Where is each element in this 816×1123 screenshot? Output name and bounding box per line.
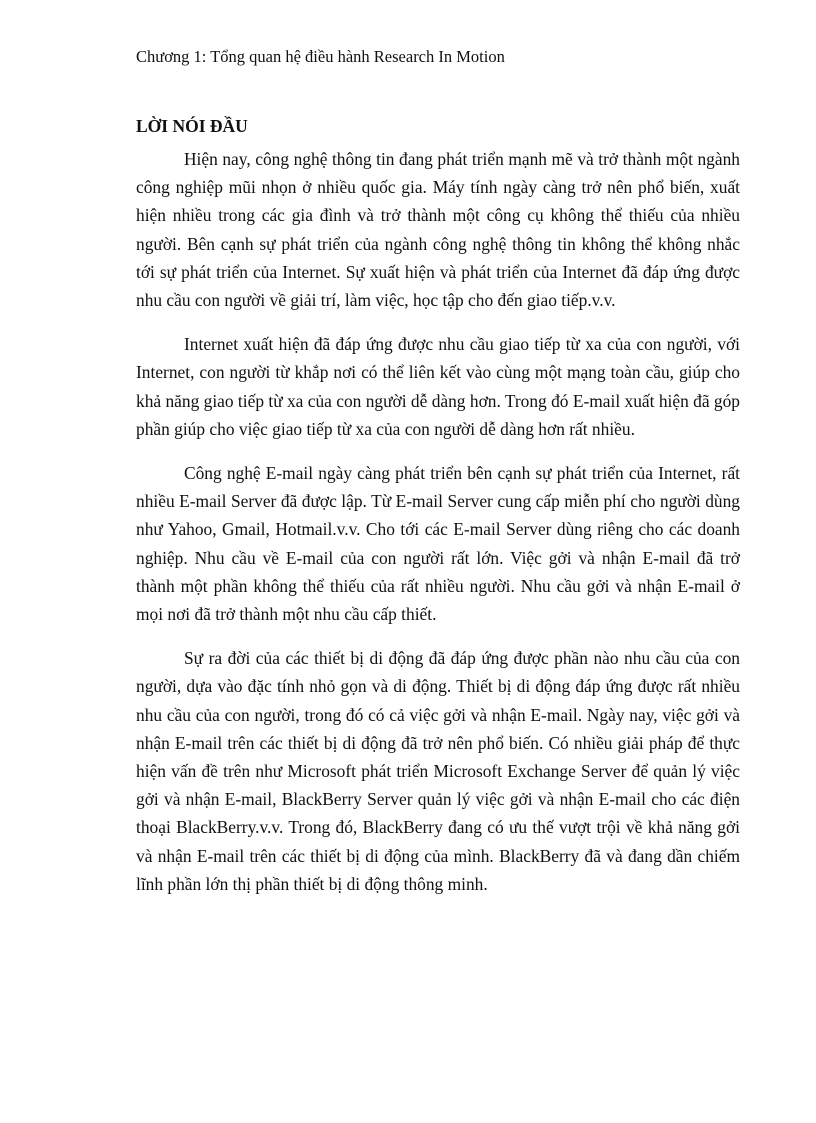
chapter-header: Chương 1: Tổng quan hệ điều hành Research In Motion [136, 47, 505, 66]
section-title: LỜI NÓI ĐẦU [136, 116, 248, 136]
paragraph-1: Hiện nay, công nghệ thông tin đang phát triển mạnh mẽ và trở thành một ngành công nghiệp mũi nhọn ở nhiều quốc gia. Máy tính ngày càng trở nên phổ biến, xuất hiện nhiều trong các gia đình và trở thành một công cụ không thể thiếu của nhiều người. Bên cạnh sự phát triển của ngành công nghệ thông tin không thể không nhắc tới sự phát triển của Internet. Sự xuất hiện và phát triển của Internet đã đáp ứng được nhu cầu con người về giải trí, làm việc, học tập cho đến giao tiếp.v.v. [136, 149, 740, 311]
paragraph-3: Công nghệ E-mail ngày càng phát triển bên cạnh sự phát triển của Internet, rất nhiều E-mail Server đã được lập. Từ E-mail Server cung cấp miễn phí cho người dùng như Yahoo, Gmail, Hotmail.v.v. Cho tới các E-mail Server dùng riêng cho các doanh nghiệp. Nhu cầu về E-mail của con người rất lớn. Việc gởi và nhận E-mail đã trở thành một phần không thể thiếu của rất nhiều người. Nhu cầu gởi và nhận E-mail ở mọi nơi đã trở thành một nhu cầu cấp thiết. [136, 463, 740, 625]
paragraph-4: Sự ra đời của các thiết bị di động đã đáp ứng được phần nào nhu cầu của con người, dựa vào đặc tính nhỏ gọn và di động. Thiết bị di động đáp ứng được rất nhiều nhu cầu của con người, trong đó có cả việc gởi và nhận E-mail. Ngày nay, việc gởi và nhận E-mail trên các thiết bị di động đã trở nên phổ biến. Có nhiều giải pháp để thực hiện vấn đề trên như Microsoft phát triển Microsoft Exchange Server để quản lý việc gởi và nhận E-mail, BlackBerry Server quản lý việc gởi và nhận E-mail cho các điện thoại BlackBerry.v.v. Trong đó, BlackBerry đang có ưu thế vượt trội về khả năng gởi và nhận E-mail trên các thiết bị di động của mình. BlackBerry đã và đang dần chiếm lĩnh phần lớn thị phần thiết bị di động thông minh. [136, 648, 740, 894]
paragraph-2: Internet xuất hiện đã đáp ứng được nhu cầu giao tiếp từ xa của con người, với Internet, con người từ khắp nơi có thể liên kết vào cùng một mạng toàn cầu, giúp cho khả năng giao tiếp từ xa của con người dễ dàng hơn. Trong đó E-mail xuất hiện đã góp phần giúp cho việc giao tiếp từ xa của con người dễ dàng hơn rất nhiều. [136, 334, 740, 439]
section-body [136, 145, 740, 914]
